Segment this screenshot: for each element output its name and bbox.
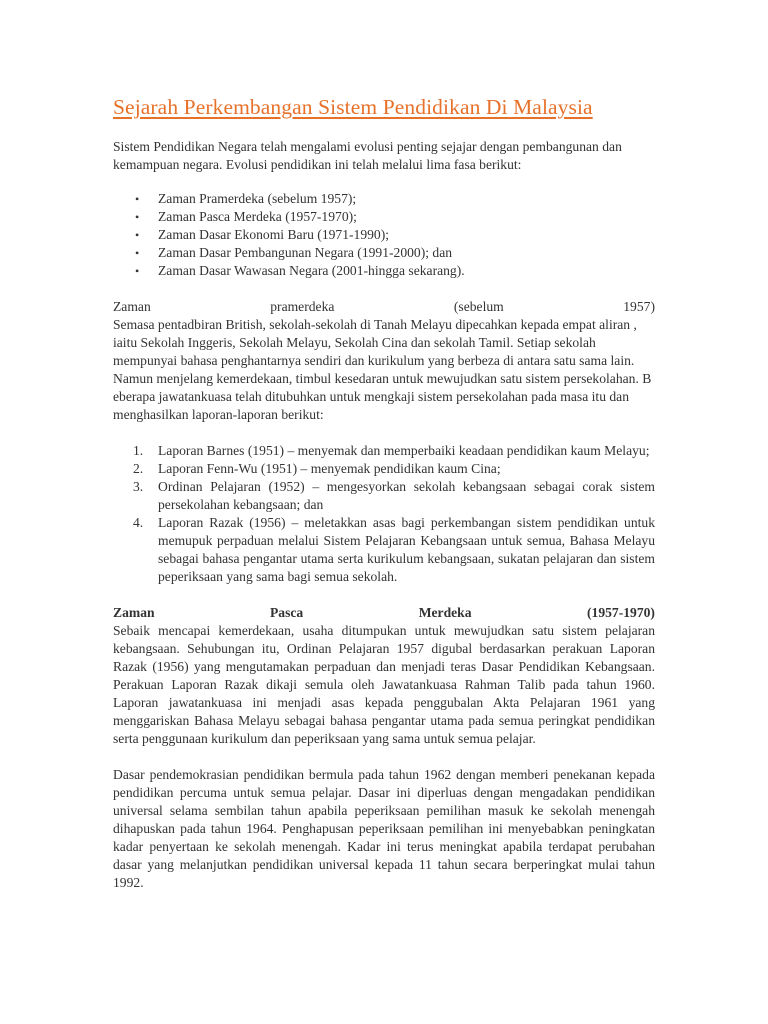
phases-list bbox=[113, 190, 655, 280]
list-text: Laporan Fenn-Wu (1951) – menyemak pendidikan kaum Cina; bbox=[158, 461, 501, 476]
heading-word: Pasca bbox=[270, 605, 304, 620]
list-text: Laporan Razak (1956) – meletakkan asas bagi perkembangan sistem pendidikan untuk memupuk perpaduan melalui Sistem Pelajaran Kebangsaan untuk semua, Bahasa Melayu sebagai bahasa pengantar utama serta kurikulum kebangsaan, sukatan pelajaran dan sistem peperiksaan yang sama bagi semua sekolah. bbox=[158, 515, 655, 584]
list-item: • Zaman Pramerdeka (sebelum 1957); bbox=[158, 190, 655, 208]
list-item: • Zaman Dasar Ekonomi Baru (1971-1990); bbox=[158, 226, 655, 244]
page-title[interactable]: Sejarah Perkembangan Sistem Pendidikan Di Malaysia bbox=[113, 95, 593, 119]
section-pendemokrasian bbox=[113, 766, 655, 892]
heading-word: pramerdeka bbox=[270, 299, 335, 314]
heading-word: Zaman bbox=[113, 299, 151, 314]
intro-paragraph: Sistem Pendidikan Negara telah mengalami evolusi penting sejajar dengan pembangunan dan kemampuan negara. Evolusi pendidikan ini telah melalui lima fasa berikut: bbox=[113, 139, 622, 172]
section-body: Dasar pendemokrasian pendidikan bermula pada tahun 1962 dengan memberi penekanan kepada pendidikan percuma untuk semua pelajar. Dasar ini diperluas dengan mengadakan pendidikan universal selama sembilan tahun apabila peperiksaan pemilihan masuk ke sekolah menengah dihapuskan pada tahun 1964. Penghapusan peperiksaan pemilihan ini menyebabkan peningkatan kadar penyertaan ke sekolah menengah. Kadar ini terus meningkat apabila terdapat perubahan dasar yang melanjutkan pendidikan universal kepada 11 tahun secara berperingkat mulai tahun 1992. bbox=[113, 767, 655, 890]
list-number: 2. bbox=[133, 461, 144, 476]
list-item bbox=[133, 442, 655, 460]
heading-word: Merdeka bbox=[418, 605, 472, 620]
document-content bbox=[113, 92, 655, 892]
reports-list bbox=[113, 442, 655, 586]
list-text: Ordinan Pelajaran (1952) – mengesyorkan sekolah kebangsaan sebagai corak sistem persekolahan kebangsaan; dan bbox=[158, 479, 655, 512]
list-number: 1. bbox=[133, 443, 144, 458]
section-body: Sebaik mencapai kemerdekaan, usaha ditumpukan untuk mewujudkan satu sistem pelajaran kebangsaan. Sehubungan itu, Ordinan Pelajaran 1957 digubal berdasarkan perakuan Laporan Razak (1956) yang mengutamakan perpaduan dan menjadi teras Dasar Pendidikan Kebangsaan. Perakuan Laporan Razak dikaji semula oleh Jawatankuasa Rahman Talib pada tahun 1960. Laporan jawatankuasa ini menjadi asas kepada penggubalan Akta Pelajaran 1961 yang menggariskan Bahasa Melayu sebagai bahasa pengantar utama pada semua peringkat pendidikan serta penggunaan kurikulum dan peperiksaan yang sama untuk semua pelajar. bbox=[113, 623, 655, 746]
section-body: Semasa pentadbiran British, sekolah-sekolah di Tanah Melayu dipecahkan kepada empat aliran , iaitu Sekolah Inggeris, Sekolah Melayu, Sekolah Cina dan sekolah Tamil. Setiap sekolah mempunyai bahasa penghantarnya sendiri dan kurikulum yang berbeza di antara satu sama lain. Namun menjelang kemerdekaan, timbul kesedaran untuk mewujudkan satu sistem persekolahan. B eberapa jawatankuasa telah ditubuhkan untuk mengkaji sistem persekolahan pada masa itu dan menghasilkan laporan-laporan berikut: bbox=[113, 317, 652, 422]
heading-word: (1957-1970) bbox=[587, 605, 655, 620]
list-item: • Zaman Dasar Wawasan Negara (2001-hingga sekarang). bbox=[158, 262, 655, 280]
heading-word: Zaman bbox=[113, 605, 155, 620]
list-item bbox=[133, 514, 655, 586]
list-number: 4. bbox=[133, 515, 144, 530]
list-item bbox=[133, 460, 655, 478]
list-item: • Zaman Dasar Pembangunan Negara (1991-2000); dan bbox=[158, 244, 655, 262]
list-item bbox=[133, 478, 655, 514]
heading-word: 1957) bbox=[623, 299, 655, 314]
list-item: • Zaman Pasca Merdeka (1957-1970); bbox=[158, 208, 655, 226]
section-pramerdeka bbox=[113, 298, 655, 586]
section-heading bbox=[113, 298, 655, 316]
list-text: Laporan Barnes (1951) – menyemak dan memperbaiki keadaan pendidikan kaum Melayu; bbox=[158, 443, 650, 458]
list-number: 3. bbox=[133, 479, 144, 494]
heading-word: (sebelum bbox=[453, 299, 504, 314]
section-pasca-merdeka bbox=[113, 604, 655, 748]
section-heading bbox=[113, 604, 655, 622]
